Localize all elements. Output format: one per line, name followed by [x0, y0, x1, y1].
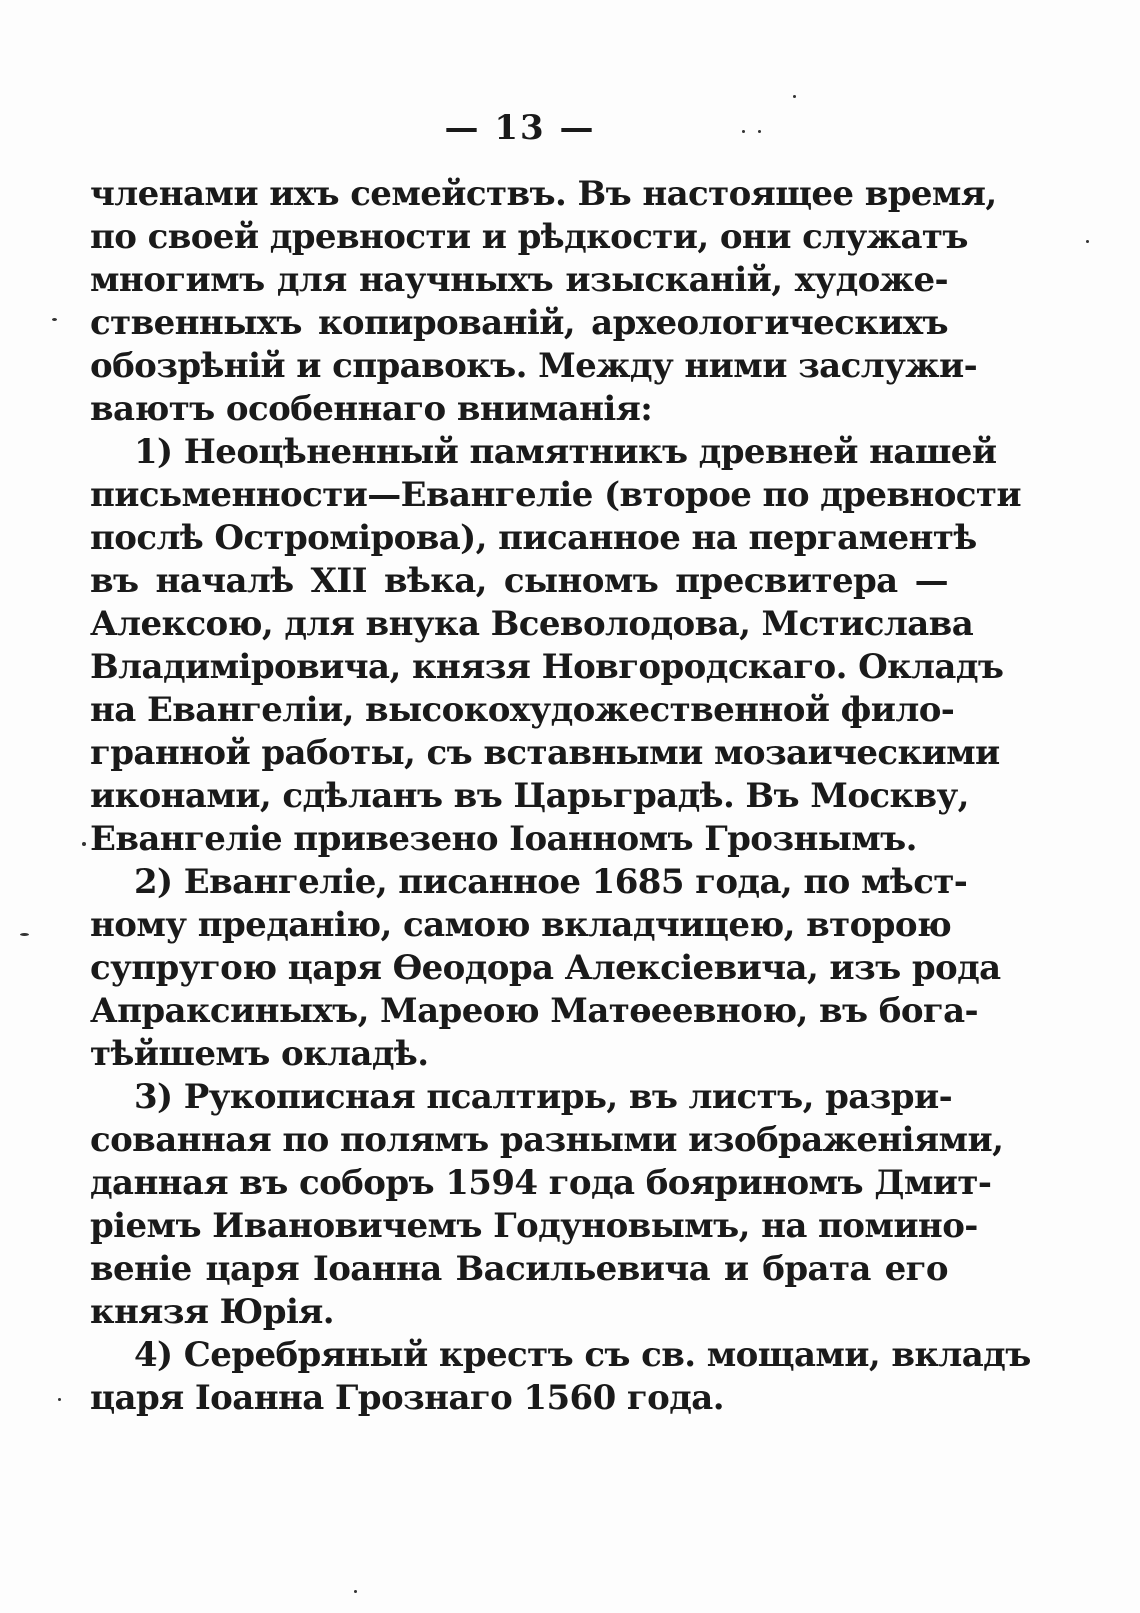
- scan-speck: [1086, 240, 1089, 243]
- text-line: царя Іоанна Грознаго 1560 года.: [90, 1378, 724, 1418]
- text-line: членами ихъ семействъ. Въ настоящее время,: [90, 174, 997, 214]
- body-text: [90, 173, 1031, 1420]
- text-line: иконами, сдѣланъ въ Царьградѣ. Въ Москву,: [90, 776, 969, 816]
- scan-speck: [793, 95, 796, 98]
- text-line: ріемъ Ивановичемъ Годуновымъ, на помино-: [90, 1206, 978, 1246]
- scan-speck: [742, 130, 745, 133]
- list-item-1-line: 1) Неоцѣненный памятникъ древней нашей: [134, 432, 997, 472]
- text-line: данная въ соборъ 1594 года бояриномъ Дмит-: [90, 1163, 992, 1203]
- page-number: — 13 —: [444, 108, 596, 148]
- text-line: Алексою, для внука Всеволодова, Мстислава: [90, 604, 974, 644]
- text-line: Евангеліе привезено Іоанномъ Грознымъ.: [90, 819, 917, 859]
- text-line: письменности—Евангеліе (второе по древности: [90, 475, 1021, 515]
- text-line: послѣ Остромірова), писанное на пергаментѣ: [90, 518, 977, 558]
- text-line: въ началѣ XII вѣка, сыномъ пресвитера —: [90, 561, 948, 601]
- list-item-3-line: 3) Рукописная псалтирь, въ листъ, разри-: [134, 1077, 953, 1117]
- text-line: ственныхъ копированій, археологическихъ: [90, 303, 948, 343]
- list-item-4-line: 4) Серебряный крестъ съ св. мощами, вкладъ: [134, 1335, 1031, 1375]
- text-line: многимъ для научныхъ изысканій, художе-: [90, 260, 948, 300]
- text-line: веніе царя Іоанна Васильевича и брата его: [90, 1249, 948, 1289]
- text-line: князя Юрія.: [90, 1292, 335, 1332]
- text-line: гранной работы, съ вставными мозаическими: [90, 733, 1000, 773]
- text-line: по своей древности и рѣдкости, они служатъ: [90, 217, 968, 257]
- scan-speck: [354, 1590, 357, 1593]
- text-line: ному преданію, самою вкладчицею, второю: [90, 905, 952, 945]
- scan-speck: [52, 318, 57, 321]
- text-line: обозрѣній и справокъ. Между ними заслужи-: [90, 346, 978, 386]
- text-line: Владиміровича, князя Новгородскаго. Окладъ: [90, 647, 1004, 687]
- text-line: ваютъ особеннаго вниманія:: [90, 389, 653, 429]
- scan-speck: [58, 1398, 61, 1401]
- text-line: супругою царя Ѳеодора Алексіевича, изъ рода: [90, 948, 1001, 988]
- text-line: тѣйшемъ окладѣ.: [90, 1034, 429, 1074]
- text-line: на Евангеліи, высокохудожественной фило-: [90, 690, 955, 730]
- scan-speck: [82, 842, 86, 846]
- scan-speck: [20, 933, 29, 936]
- text-line: сованная по полямъ разными изображеніями,: [90, 1120, 1004, 1160]
- scan-speck: [758, 130, 761, 133]
- text-line: Апраксиныхъ, Мареою Матѳеевною, въ бога-: [90, 991, 979, 1031]
- list-item-2-line: 2) Евангеліе, писанное 1685 года, по мѣст-: [134, 862, 968, 902]
